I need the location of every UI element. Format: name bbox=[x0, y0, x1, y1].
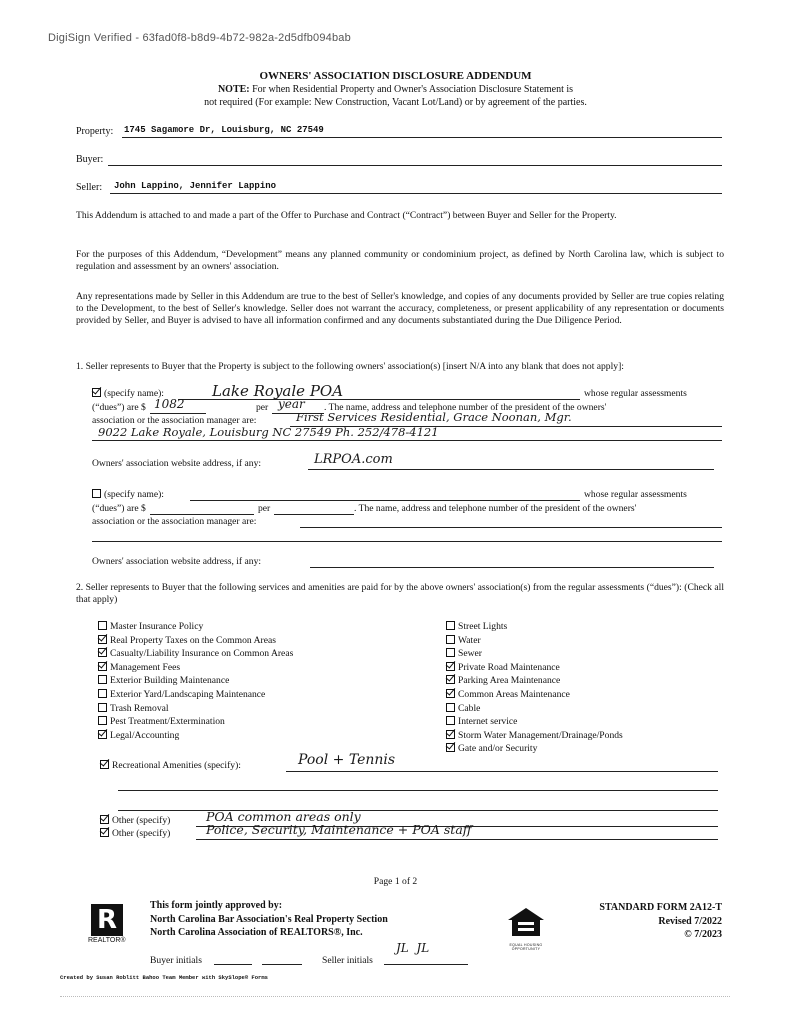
seller-initials-label: Seller initials bbox=[322, 955, 373, 966]
amenity-label: Cable bbox=[458, 702, 481, 714]
amenity-checkbox[interactable] bbox=[446, 703, 455, 712]
assoc1-specify-label: (specify name): bbox=[104, 388, 164, 399]
page-number: Page 1 of 2 bbox=[373, 876, 418, 887]
bottom-scan-artifact bbox=[60, 996, 730, 997]
recreational-label: Recreational Amenities (specify): bbox=[112, 760, 241, 771]
amenity-item[interactable] bbox=[446, 742, 726, 756]
buyer-field[interactable] bbox=[108, 152, 722, 166]
realtor-logo-icon: R bbox=[91, 904, 123, 936]
amenity-checkbox[interactable] bbox=[446, 662, 455, 671]
amenity-label: Water bbox=[458, 634, 481, 646]
section2-intro: 2. Seller represents to Buyer that the following services and amenities are paid for by the above owners' association(s) from the regular assessments (“dues”): (Check all that apply) bbox=[76, 582, 724, 605]
amenity-checkbox[interactable] bbox=[446, 743, 455, 752]
other1-label: Other (specify) bbox=[112, 815, 171, 826]
recreational-field-line2[interactable] bbox=[118, 780, 718, 791]
amenity-item[interactable] bbox=[98, 729, 438, 743]
page-title: OWNERS' ASSOCIATION DISCLOSURE ADDENDUM bbox=[259, 70, 532, 82]
assoc1-website-field[interactable] bbox=[308, 452, 714, 470]
paragraph-development: For the purposes of this Addendum, “Development” means any planned community or condominium project, as defined by North Carolina law, which is subject to regulation and assessment by an owners' association. bbox=[76, 249, 724, 272]
assoc2-manager-label: association or the association manager are: bbox=[92, 516, 257, 527]
assoc2-website-field[interactable] bbox=[310, 554, 714, 568]
amenity-checkbox[interactable] bbox=[446, 689, 455, 698]
amenity-label: Common Areas Maintenance bbox=[458, 688, 570, 700]
other1-checkbox[interactable] bbox=[100, 815, 109, 824]
assoc2-checkbox[interactable] bbox=[92, 489, 101, 498]
seller-field[interactable] bbox=[110, 180, 722, 194]
assoc1-per-label: per bbox=[256, 402, 269, 413]
assoc1-website-value: LRPOA.com bbox=[314, 452, 393, 467]
amenity-item[interactable] bbox=[446, 634, 726, 648]
amenity-label: Parking Area Maintenance bbox=[458, 675, 561, 687]
assoc2-address-field[interactable] bbox=[92, 528, 722, 542]
amenity-label: Street Lights bbox=[458, 621, 508, 632]
property-row bbox=[76, 126, 113, 137]
form-copyright: © 7/2023 bbox=[684, 929, 722, 940]
property-value: 1745 Sagamore Dr, Louisburg, NC 27549 bbox=[124, 125, 324, 135]
amenity-checkbox[interactable] bbox=[98, 730, 107, 739]
assoc1-whose-regular: whose regular assessments bbox=[584, 388, 687, 399]
property-field[interactable] bbox=[122, 124, 722, 138]
assoc1-website-label: Owners' association website address, if any: bbox=[92, 458, 262, 469]
amenity-label: Exterior Yard/Landscaping Maintenance bbox=[110, 688, 266, 700]
note-line1: For when Residential Property and Owner's Association Disclosure Statement is bbox=[252, 84, 574, 95]
approval-line3: North Carolina Association of REALTORS®, Inc. bbox=[150, 927, 363, 938]
buyer-initials-label: Buyer initials bbox=[150, 955, 202, 966]
amenity-item[interactable] bbox=[446, 674, 726, 688]
assoc2-website-label: Owners' association website address, if any: bbox=[92, 556, 262, 567]
amenity-label: Legal/Accounting bbox=[110, 729, 180, 741]
equal-housing-icon bbox=[506, 906, 546, 938]
recreational-field[interactable] bbox=[286, 752, 718, 772]
created-by: Created by Susan Roblitt Bahoo Team Member with SkySlope® Forms bbox=[60, 974, 268, 981]
amenity-checkbox[interactable] bbox=[98, 621, 107, 630]
seller-initials-field[interactable] bbox=[384, 941, 468, 965]
assoc2-name-field[interactable] bbox=[190, 487, 580, 501]
amenity-label: Management Fees bbox=[110, 661, 181, 673]
realtor-logo bbox=[88, 904, 126, 942]
amenity-label: Private Road Maintenance bbox=[458, 661, 560, 673]
amenity-item[interactable] bbox=[446, 661, 726, 675]
amenity-item[interactable] bbox=[446, 702, 726, 716]
assoc2-dues-label: (“dues”) are $ bbox=[92, 503, 146, 514]
assoc1-address-field[interactable] bbox=[92, 427, 722, 441]
amenity-label: Real Property Taxes on the Common Areas bbox=[110, 634, 276, 646]
form-name: STANDARD FORM 2A12-T bbox=[599, 902, 722, 913]
assoc2-dues-field[interactable] bbox=[150, 501, 254, 515]
amenity-checkbox[interactable] bbox=[446, 635, 455, 644]
amenities-right-list bbox=[446, 620, 726, 756]
form-info bbox=[560, 901, 722, 942]
amenity-checkbox[interactable] bbox=[446, 716, 455, 725]
amenity-item[interactable] bbox=[98, 715, 438, 729]
realtor-logo-text: REALTOR® bbox=[88, 937, 126, 944]
amenities-left-list bbox=[98, 620, 438, 742]
form-revised: Revised 7/2022 bbox=[658, 915, 722, 927]
recreational-checkbox[interactable] bbox=[100, 760, 109, 769]
assoc1-name: Lake Royale POA bbox=[212, 382, 344, 400]
assoc2-specify-label: (specify name): bbox=[104, 489, 164, 500]
amenity-item[interactable] bbox=[446, 688, 726, 702]
other2-value: Police, Security, Maintenance + POA staff bbox=[206, 822, 472, 837]
amenity-checkbox[interactable] bbox=[446, 730, 455, 739]
amenity-checkbox[interactable] bbox=[98, 703, 107, 712]
amenity-item[interactable] bbox=[98, 647, 438, 661]
assoc2-manager-field[interactable] bbox=[300, 514, 722, 528]
note bbox=[0, 84, 791, 109]
assoc2-specify-row bbox=[92, 489, 164, 500]
seller-value: John Lappino, Jennifer Lappino bbox=[114, 181, 277, 191]
amenity-label: Casualty/Liability Insurance on Common Areas bbox=[110, 648, 294, 660]
paragraph-addendum: This Addendum is attached to and made a part of the Offer to Purchase and Contract (“Contract”) between Buyer and Seller for the Property. bbox=[76, 210, 617, 221]
recreational-row bbox=[100, 760, 241, 771]
assoc2-president-text: . The name, address and telephone number of the president of the owners' bbox=[354, 503, 637, 514]
amenity-item[interactable] bbox=[98, 702, 438, 716]
buyer-initials-field2[interactable] bbox=[262, 953, 302, 965]
amenity-item[interactable] bbox=[98, 634, 438, 648]
digisign-banner: DigiSign Verified - 63fad0f8-b8d9-4b72-982a-2d5dfb094bab bbox=[48, 32, 351, 44]
assoc1-per-value: year bbox=[278, 397, 305, 411]
note-line2: not required (For example: New Construction, Vacant Lot/Land) or by agreement of the parties. bbox=[204, 96, 587, 108]
property-label: Property: bbox=[76, 126, 114, 137]
approval-block bbox=[150, 899, 388, 940]
assoc1-dues-label: (“dues”) are $ bbox=[92, 402, 146, 413]
amenity-checkbox[interactable] bbox=[98, 635, 107, 644]
assoc1-address-value: 9022 Lake Royale, Louisburg NC 27549 Ph. 252/478-4121 bbox=[98, 425, 439, 439]
assoc2-per-label: per bbox=[258, 503, 271, 514]
amenity-checkbox[interactable] bbox=[98, 675, 107, 684]
assoc1-checkbox[interactable] bbox=[92, 388, 101, 397]
amenity-label: Exterior Building Maintenance bbox=[110, 675, 230, 687]
amenity-label: Storm Water Management/Drainage/Ponds bbox=[458, 729, 623, 741]
amenity-label: Gate and/or Security bbox=[458, 743, 538, 755]
assoc1-name-field[interactable] bbox=[178, 382, 580, 400]
seller-label: Seller: bbox=[76, 182, 103, 193]
seller-initials-value: JL JL bbox=[396, 941, 430, 955]
paragraph-representations: Any representations made by Seller in this Addendum are true to the best of Seller's knowledge, and copies of any documents provided by Seller are true copies relating to the Development, to the best of Seller's knowledge. Seller does not warrant the accuracy, completeness, or present applicability of any representation or documents provided by Seller, and Buyer is advised to have all information confirmed and any documents substantiated during the Due Diligence Period. bbox=[76, 291, 724, 326]
assoc2-per-field[interactable] bbox=[274, 501, 354, 515]
amenity-item[interactable] bbox=[98, 688, 438, 702]
assoc1-president-text: . The name, address and telephone number of the president of the owners' bbox=[324, 402, 607, 413]
amenity-item[interactable] bbox=[98, 661, 438, 675]
assoc2-whose-regular: whose regular assessments bbox=[584, 489, 687, 500]
equal-housing-text: EQUAL HOUSING OPPORTUNITY bbox=[509, 943, 543, 951]
amenity-checkbox[interactable] bbox=[98, 716, 107, 725]
amenity-label: Internet service bbox=[458, 716, 518, 728]
other2-label: Other (specify) bbox=[112, 828, 171, 839]
equal-housing-logo bbox=[506, 906, 546, 951]
amenity-checkbox[interactable] bbox=[446, 621, 455, 630]
amenity-checkbox[interactable] bbox=[446, 675, 455, 684]
amenity-checkbox[interactable] bbox=[98, 689, 107, 698]
other1-value: POA common areas only bbox=[206, 809, 361, 824]
amenity-item[interactable] bbox=[446, 620, 726, 634]
amenity-checkbox[interactable] bbox=[98, 662, 107, 671]
seller-row bbox=[76, 182, 102, 193]
approval-line2: North Carolina Bar Association's Real Property Section bbox=[150, 913, 388, 925]
amenity-item[interactable] bbox=[98, 674, 438, 688]
amenity-label: Master Insurance Policy bbox=[110, 621, 204, 632]
other2-checkbox[interactable] bbox=[100, 828, 109, 837]
amenity-label: Trash Removal bbox=[110, 702, 169, 714]
amenity-item[interactable] bbox=[446, 729, 726, 743]
other2-field[interactable] bbox=[196, 822, 718, 840]
assoc1-dues-field[interactable] bbox=[150, 397, 206, 414]
buyer-label: Buyer: bbox=[76, 154, 104, 165]
recreational-value: Pool + Tennis bbox=[298, 752, 396, 768]
approval-line1: This form jointly approved by: bbox=[150, 900, 283, 911]
amenity-item[interactable] bbox=[446, 647, 726, 661]
buyer-initials-field1[interactable] bbox=[214, 953, 252, 965]
assoc1-manager-label: association or the association manager are: bbox=[92, 415, 257, 426]
note-label: NOTE: bbox=[217, 84, 250, 95]
assoc1-manager-value: First Services Residential, Grace Noonan, Mgr. bbox=[296, 410, 572, 424]
amenity-label: Sewer bbox=[458, 648, 482, 660]
other1-row bbox=[100, 815, 170, 826]
amenity-item[interactable] bbox=[446, 715, 726, 729]
amenity-label: Pest Treatment/Extermination bbox=[110, 716, 225, 728]
buyer-row bbox=[76, 154, 103, 165]
amenity-checkbox[interactable] bbox=[98, 648, 107, 657]
assoc1-dues-amount: 1082 bbox=[154, 397, 185, 411]
amenity-item[interactable] bbox=[98, 620, 438, 634]
other2-row bbox=[100, 828, 170, 839]
section1-intro: 1. Seller represents to Buyer that the Property is subject to the following owners' association(s) [insert N/A into any blank that does not apply]: bbox=[76, 361, 624, 372]
amenity-checkbox[interactable] bbox=[446, 648, 455, 657]
